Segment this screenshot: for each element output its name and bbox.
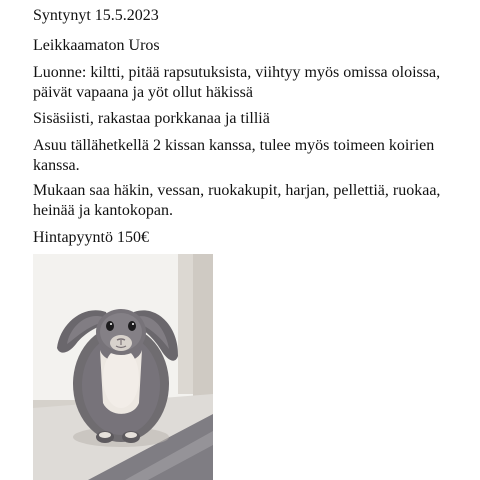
rabbit-photo xyxy=(33,254,213,480)
price-line: Hintapyyntö 150€ xyxy=(33,229,149,246)
included-items-paragraph: Mukaan saa häkin, vessan, ruokakupit, harjan, pellettiä, ruokaa, heinää ja kantokopan. xyxy=(33,182,441,219)
living-situation-paragraph: Asuu tällähetkellä 2 kissan kanssa, tulee myös toimeen koirien kanssa. xyxy=(33,137,435,174)
birth-date-line: Syntynyt 15.5.2023 xyxy=(33,7,159,24)
rabbit-illustration xyxy=(33,254,213,480)
temperament-paragraph: Luonne: kiltti, pitää rapsutuksista, viihtyy myös omissa oloissa, päivät vapaana ja yöt ollut häkissä xyxy=(33,64,441,101)
gender-line: Leikkaamaton Uros xyxy=(33,37,160,54)
house-trained-line: Sisäsiisti, rakastaa porkkanaa ja tilliä xyxy=(33,110,270,127)
